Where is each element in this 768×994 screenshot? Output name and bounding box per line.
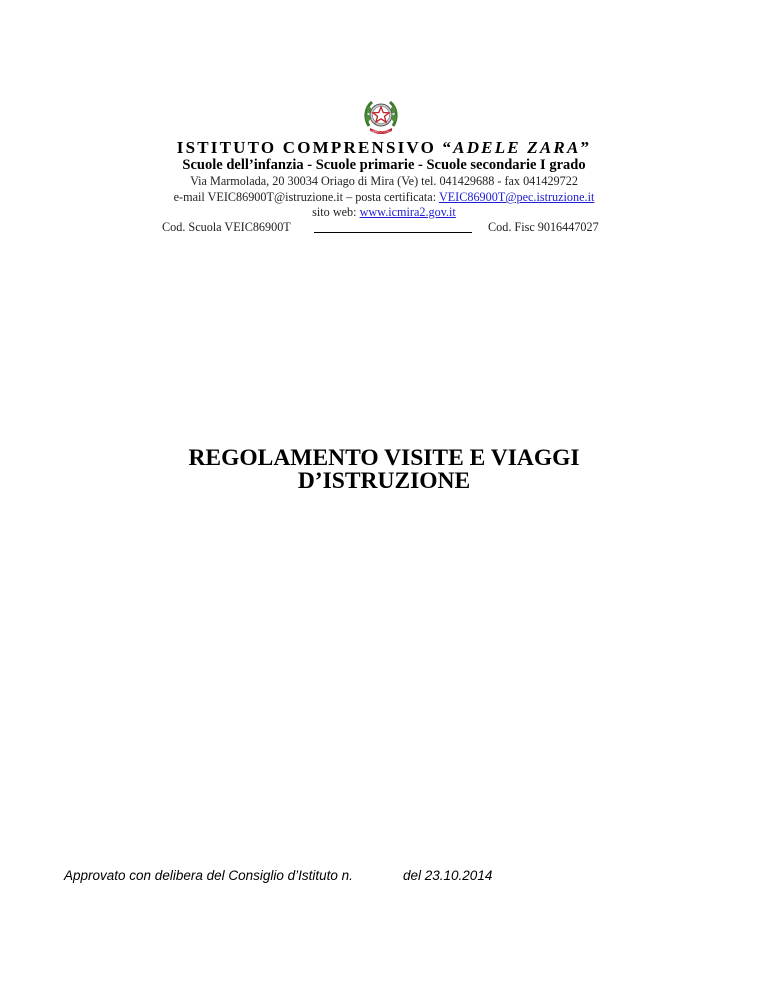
svg-text:REPVBBLICA ITALIANA: REPVBBLICA ITALIANA <box>364 129 398 134</box>
address-line: Via Marmolada, 20 30034 Oriago di Mira (Ve) tel. 041429688 - fax 041429722 <box>190 174 578 188</box>
email-line <box>0 190 768 205</box>
approval-text: Approvato con delibera del Consiglio d’Istituto n. <box>64 868 353 883</box>
header-divider <box>314 232 472 233</box>
website-line <box>0 205 768 220</box>
document-title-line1: REGOLAMENTO VISITE E VIAGGI <box>188 445 580 471</box>
pec-email-link[interactable]: VEIC86900T@pec.istruzione.it <box>438 190 595 204</box>
website-link[interactable]: www.icmira2.gov.it <box>359 205 456 219</box>
school-name: ISTITUTO COMPRENSIVO “ADELE ZARA” <box>176 138 592 157</box>
cod-fisc: Cod. Fisc 9016447027 <box>488 220 599 234</box>
school-name-italic: ADELE ZARA <box>453 138 581 157</box>
italian-republic-emblem-icon <box>363 96 399 136</box>
document-title-line2: D’ISTRUZIONE <box>297 468 471 494</box>
email-text: e-mail VEIC86900T@istruzione.it – posta certificata: <box>173 190 439 204</box>
cod-scuola: Cod. Scuola VEIC86900T <box>162 220 291 234</box>
website-label: sito web: <box>312 205 360 219</box>
school-subtitle: Scuole dell’infanzia - Scuole primarie - Scuole secondarie I grado <box>182 157 586 173</box>
approval-date: del 23.10.2014 <box>403 868 493 883</box>
